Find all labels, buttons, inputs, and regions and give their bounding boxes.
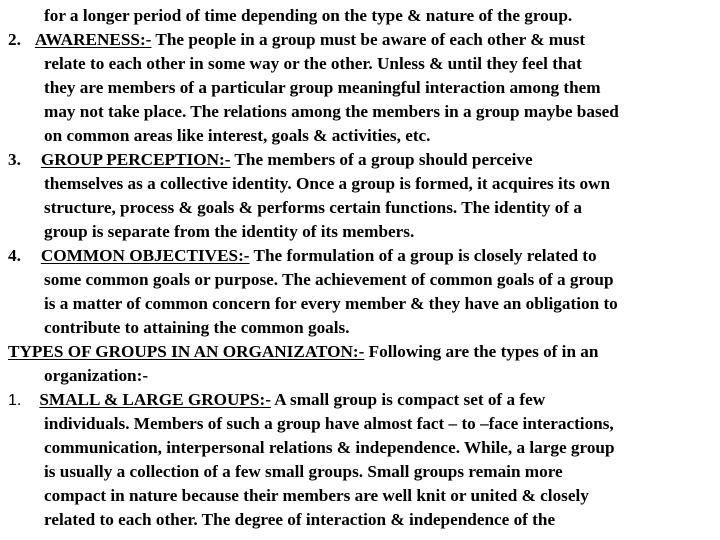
item-text-line: they are members of a particular group meaningful interaction among them — [44, 78, 601, 97]
item-text-line: contribute to attaining the common goals. — [44, 318, 350, 337]
item-text-line: on common areas like interest, goals & activities, etc. — [44, 126, 431, 145]
list-item-common-objectives — [8, 244, 597, 268]
item-text-line: is a matter of common concern for every member & they have an obligation to — [44, 294, 618, 313]
item-text-line: structure, process & goals & performs certain functions. The identity of a — [44, 198, 583, 217]
item-heading: GROUP PERCEPTION:- — [40, 150, 231, 169]
item-text-line: is usually a collection of a few small groups. Small groups remain more — [44, 462, 563, 481]
item-heading: COMMON OBJECTIVES:- — [40, 246, 250, 265]
section-heading: TYPES OF GROUPS IN AN ORGANIZATON:- — [8, 342, 365, 361]
item-text-line: communication, interpersonal relations & independence. While, a large group — [44, 438, 615, 457]
section-text-line: organization:- — [44, 366, 149, 385]
item-text: A small group is compact set of a few — [270, 390, 546, 409]
intro-line: for a longer period of time depending on the type & nature of the group. — [44, 6, 573, 25]
item-text-line: compact in nature because their members are well knit or united & closely — [44, 486, 589, 505]
item-text-line: individuals. Members of such a group have almost fact – to –face interactions, — [44, 414, 614, 433]
section-heading-types-of-groups — [8, 340, 598, 364]
item-text-line: related to each other. The degree of interaction & independence of the — [44, 510, 556, 529]
item-text: The people in a group must be aware of each other & must — [151, 30, 586, 49]
item-text-line: themselves as a collective identity. Once a group is formed, it acquires its own — [44, 174, 611, 193]
item-heading: SMALL & LARGE GROUPS:- — [39, 390, 271, 409]
item-number: 1. — [8, 392, 22, 409]
item-text-line: group is separate from the identity of its members. — [44, 222, 415, 241]
item-number: 2. — [8, 30, 21, 49]
section-text: Following are the types of in an — [364, 342, 599, 361]
item-text-line: relate to each other in some way or the other. Unless & until they feel that — [44, 54, 582, 73]
item-text-line: some common goals or purpose. The achievement of common goals of a group — [44, 270, 614, 289]
list-item-group-perception — [8, 148, 533, 172]
item-number: 3. — [8, 150, 21, 169]
list-item-small-large-groups — [8, 388, 545, 412]
item-text: The members of a group should perceive — [230, 150, 533, 169]
item-text-line: may not take place. The relations among the members in a group maybe based — [44, 102, 619, 121]
item-text: The formulation of a group is closely related to — [249, 246, 597, 265]
item-number: 4. — [8, 246, 21, 265]
list-item-awareness — [8, 28, 585, 52]
item-heading: AWARENESS:- — [34, 30, 152, 49]
